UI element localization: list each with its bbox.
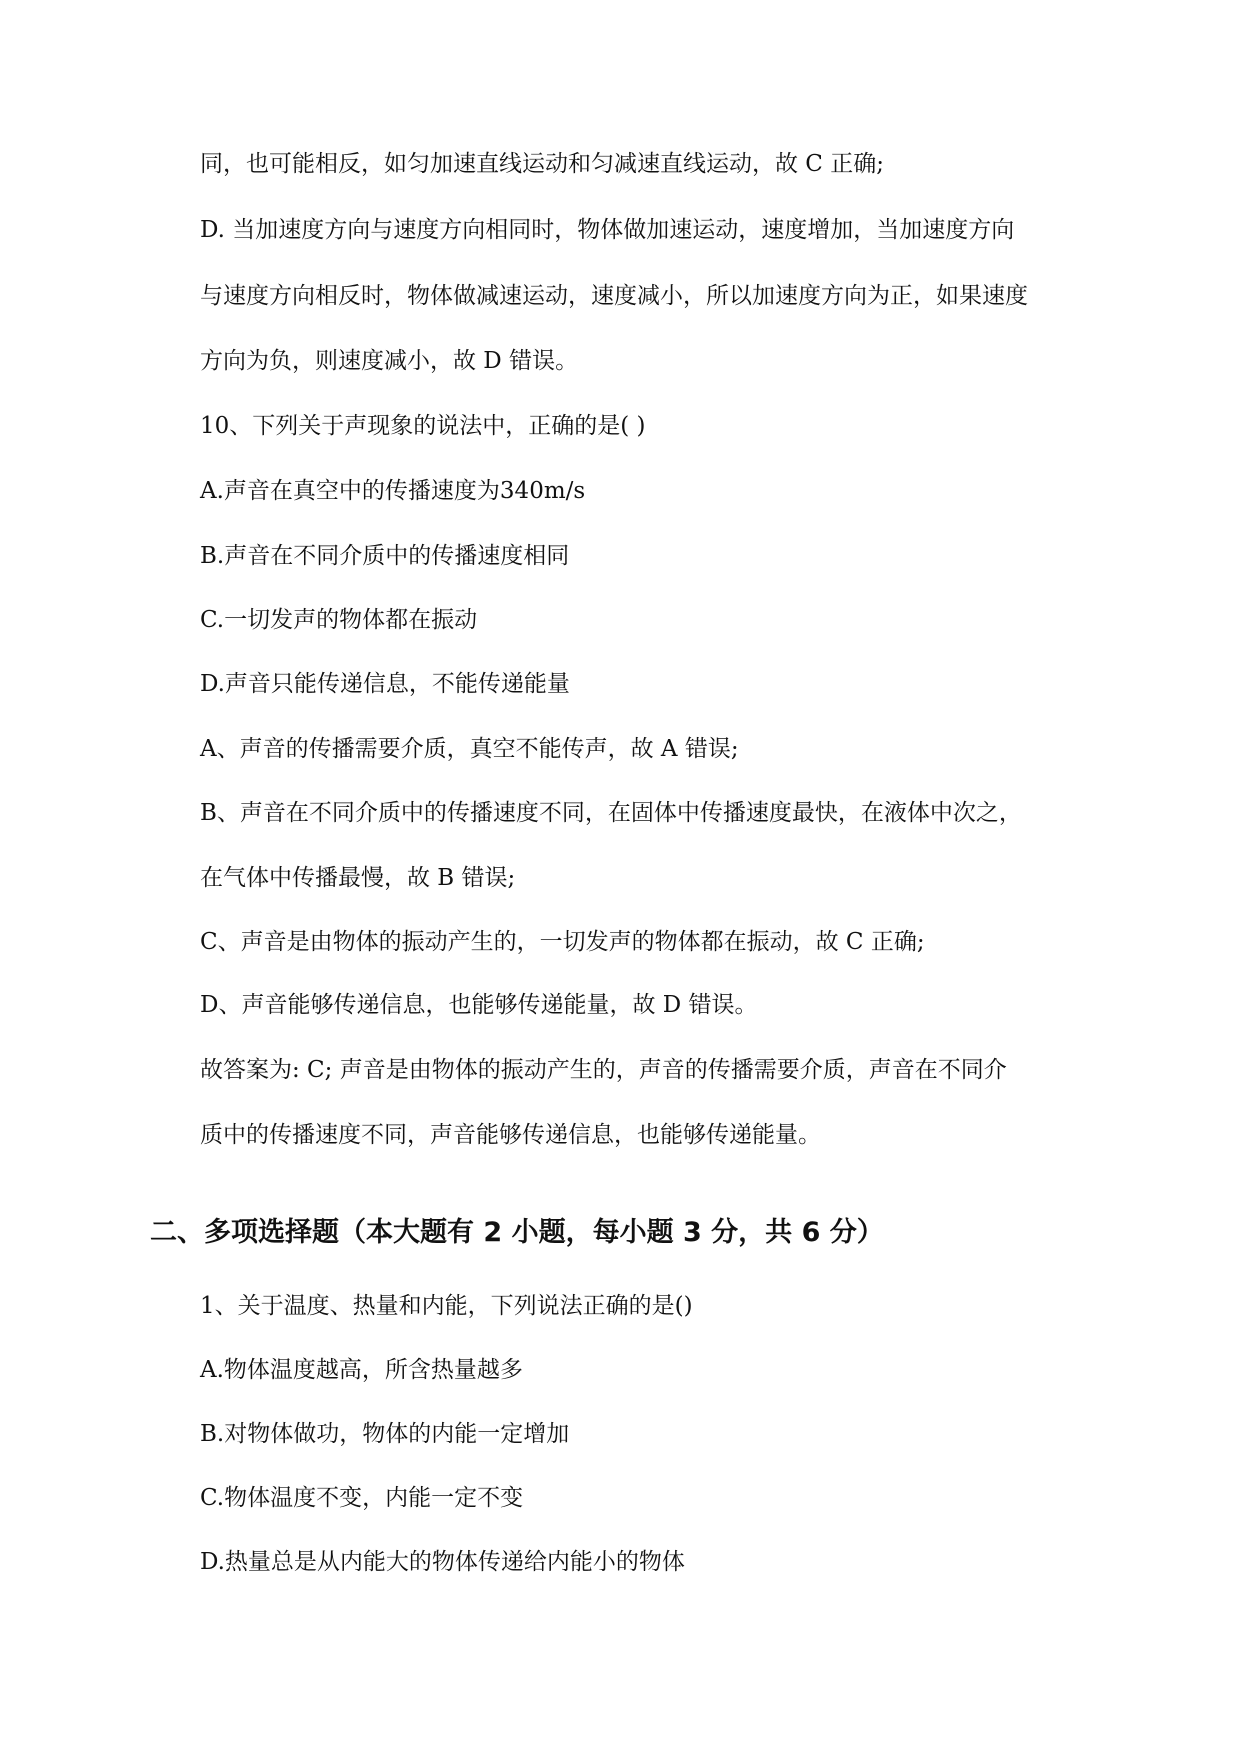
answer-line: 故答案为: C; 声音是由物体的振动产生的，声音的传播需要介质，声音在不同介 bbox=[200, 1057, 1007, 1083]
question-10-option-a: A.声音在真空中的传播速度为340m/s bbox=[200, 478, 586, 504]
question-10-option-c: C.一切发声的物体都在振动 bbox=[200, 607, 478, 633]
answer-line: 质中的传播速度不同，声音能够传递信息，也能够传递能量。 bbox=[200, 1122, 821, 1148]
text-line: 与速度方向相反时，物体做减速运动，速度减小，所以加速度方向为正，如果速度 bbox=[200, 283, 1028, 309]
question-10-option-d: D.声音只能传递信息，不能传递能量 bbox=[200, 671, 570, 697]
question-10-stem: 10、下列关于声现象的说法中，正确的是( ) bbox=[200, 413, 646, 439]
question-1-stem: 1、关于温度、热量和内能，下列说法正确的是() bbox=[200, 1293, 693, 1319]
explanation-line: C、声音是由物体的振动产生的，一切发声的物体都在振动，故 C 正确; bbox=[200, 929, 925, 955]
question-10-option-b: B.声音在不同介质中的传播速度相同 bbox=[200, 543, 570, 569]
text-line: 方向为负，则速度减小，故 D 错误。 bbox=[200, 348, 579, 374]
question-1-option-c: C.物体温度不变，内能一定不变 bbox=[200, 1485, 524, 1511]
explanation-line: B、声音在不同介质中的传播速度不同，在固体中传播速度最快，在液体中次之， bbox=[200, 800, 1022, 826]
question-1-option-d: D.热量总是从内能大的物体传递给内能小的物体 bbox=[200, 1549, 685, 1575]
section-heading: 二、多项选择题（本大题有 2 小题，每小题 3 分，共 6 分） bbox=[150, 1217, 884, 1248]
text-line: 同，也可能相反，如匀加速直线运动和匀减速直线运动，故 C 正确; bbox=[200, 151, 884, 177]
question-1-option-a: A.物体温度越高，所含热量越多 bbox=[200, 1357, 523, 1383]
text-line: D. 当加速度方向与速度方向相同时，物体做加速运动，速度增加，当加速度方向 bbox=[200, 217, 1015, 243]
explanation-line: 在气体中传播最慢，故 B 错误; bbox=[200, 865, 516, 891]
explanation-line: A、声音的传播需要介质，真空不能传声，故 A 错误; bbox=[200, 736, 739, 762]
explanation-line: D、声音能够传递信息，也能够传递能量，故 D 错误。 bbox=[200, 992, 758, 1018]
question-1-option-b: B.对物体做功，物体的内能一定增加 bbox=[200, 1421, 570, 1447]
